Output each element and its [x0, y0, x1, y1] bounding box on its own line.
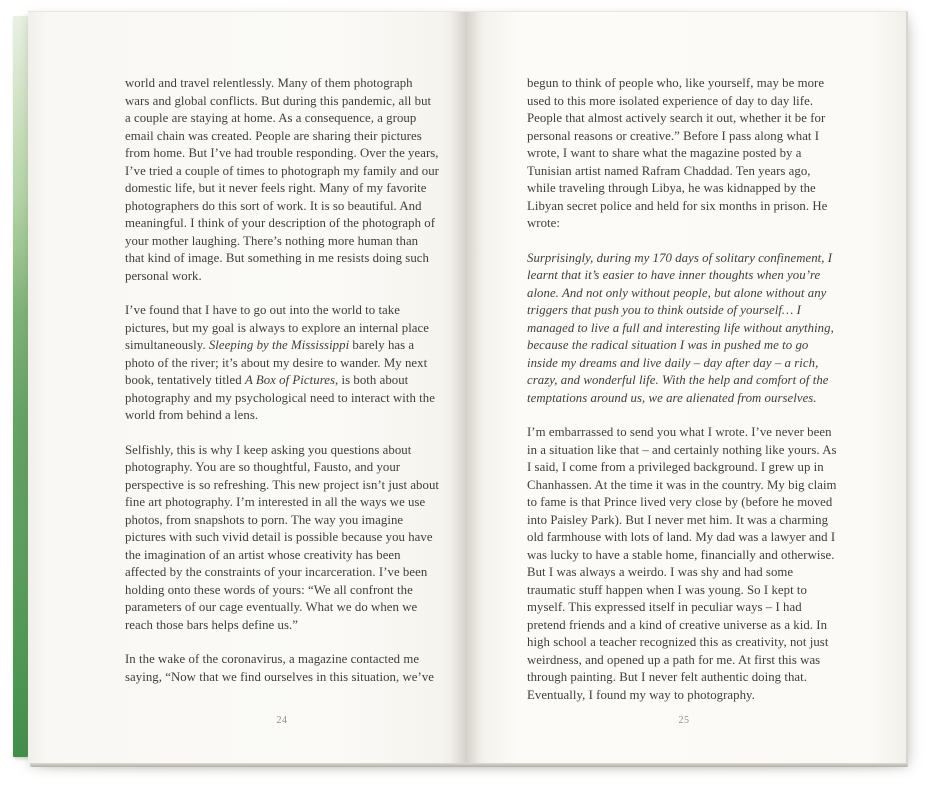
quoted-letter-paragraph: Surprisingly, during my 170 days of solitary confinement, I learnt that it’s easier to have inner thoughts when you’re alone. And not only without people, but alone without any triggers that push you to think outside of yourself… I managed to live a full and interesting life without anything, because the radical situation I was in pushed me to go inside my dreams and live daily – day after day – a rich, crazy, and wonderful life. With the help and comfort of the temptations around us, we are alienated from ourselves.: [527, 250, 834, 405]
paragraph: In the wake of the coronavirus, a magazine contacted me saying, “Now that we find ourselves in this situation, we’ve: [125, 652, 434, 684]
book-title-italic: Sleeping by the Mississippi: [208, 338, 350, 352]
page-number-right: 25: [678, 715, 690, 726]
book-title-italic: A Box of Pictures: [244, 373, 336, 387]
paragraph: Selfishly, this is why I keep asking you questions about photography. You are so thoughtful, Fausto, and your perspective is so refreshing. This new project isn’t just about fine art photography. I’m interested in all the ways we use photos, from snapshots to porn. The way you imagine pictures with such vivid detail is possible because you have the imagination of an artist whose creativity has been affected by the constraints of your incarceration. I’ve been holding onto these words of yours: “We all confront the parameters of our cage eventually. What we do when we reach those bars helps define us.”: [125, 442, 440, 632]
paragraph-segment: I’ve found that I have to go out into the world to take pictures, but my goal is always to explore an internal place simultaneously.: [125, 303, 429, 352]
open-book-pages: [28, 11, 908, 763]
page-right-text: [527, 75, 841, 704]
paragraph: [125, 302, 439, 425]
paragraph-segment: , is both about photography and my psychological need to interact with the world from behind a lens.: [125, 373, 435, 422]
paragraph: begun to think of people who, like yourself, may be more used to this more isolated experience of day to day life. People that almost actively search it out, whether it be for personal reasons or creative.” Before I pass along what I wrote, I want to share what the magazine posted by a Tunisian artist named Rafram Chaddad. Ten years ago, while traveling through Libya, he was kidnapped by the Libyan secret police and held for six months in prison. He wrote:: [527, 76, 828, 230]
paragraph: world and travel relentlessly. Many of them photograph wars and global conflicts. But during this pandemic, all but a couple are staying at home. As a consequence, a group email chain was created. People are sharing their pictures from home. But I’ve had trouble responding. Over the years, I’ve tried a couple of times to photograph my family and our domestic life, but it never feels right. Many of my favorite photographers do this sort of work. It is so beautiful. And meaningful. I think of your description of the photograph of your mother laughing. There’s nothing more human than that kind of image. But something in me resists doing such personal work.: [125, 76, 439, 283]
page-number-left: 24: [276, 715, 288, 726]
paragraph-segment: barely has a photo of the river; it’s about my desire to wander. My next book, tentatively titled: [125, 338, 428, 387]
page-left-text: [125, 75, 439, 686]
green-cover-edge: [13, 16, 28, 757]
page-left: [28, 11, 467, 764]
paragraph: I’m embarrassed to send you what I wrote. I’ve never been in a situation like that – and certainly nothing like yours. As I said, I come from a privileged background. I grew up in Chanhassen. At the time it was in the country. My big claim to fame is that Prince lived very close by (before he moved into Paisley Park). But I never met him. It was a charming old farmhouse with lots of land. My dad was a lawyer and I was lucky to have a stable home, financially and otherwise. But I was always a weirdo. I was shy and had some traumatic stuff happen when I was young. So I kept to myself. This expressed itself in peculiar ways – I had pretend friends and a kind of creative universe as a kid. In high school a teacher recognized this as creativity, not just weirdness, and opened up a path for me. At first this was through painting. But I never felt authentic doing that. Eventually, I found my way to photography.: [527, 425, 837, 702]
page-right: [467, 11, 908, 764]
